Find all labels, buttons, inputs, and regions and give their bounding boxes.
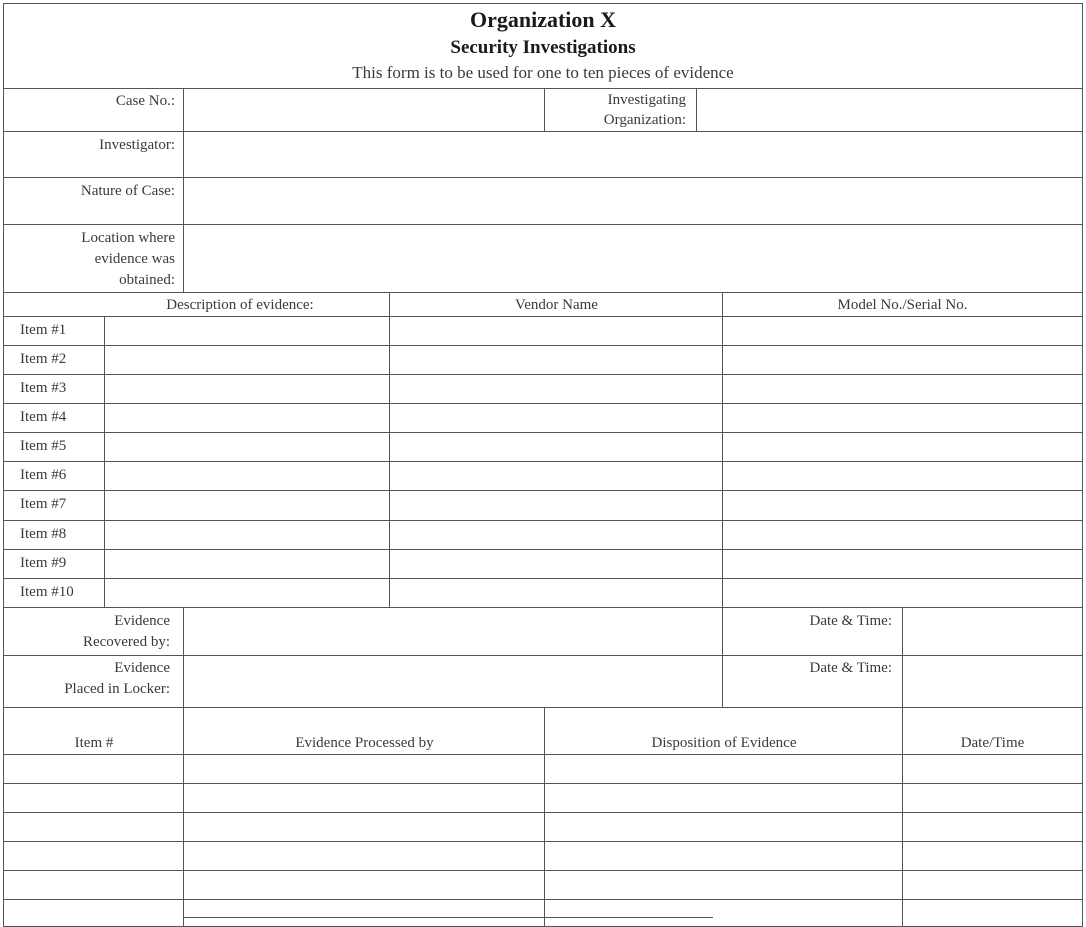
processing-item-field[interactable]	[3, 870, 185, 901]
item-description-field[interactable]	[104, 578, 391, 609]
placed-in-locker-field[interactable]	[183, 655, 724, 709]
item-description-field[interactable]	[104, 520, 391, 551]
item-number-label: Item #8	[20, 526, 67, 542]
item-description-field[interactable]	[104, 374, 391, 405]
recovered-date-field[interactable]	[902, 607, 1083, 657]
processing-item-field[interactable]	[3, 812, 185, 843]
processing-datetime-field[interactable]	[902, 841, 1083, 872]
item-description-field[interactable]	[104, 549, 391, 580]
processed-by-field[interactable]	[183, 812, 546, 843]
organization-name: Organization X	[469, 7, 617, 32]
placed-label-line1: Evidence	[114, 660, 170, 676]
investigator-field[interactable]	[183, 131, 1083, 179]
item-description-field[interactable]	[104, 490, 391, 521]
item-model-serial-field[interactable]	[722, 316, 1083, 347]
location-label-line1: Location where	[81, 230, 175, 246]
item-model-serial-field[interactable]	[722, 461, 1083, 492]
processing-datetime-field[interactable]	[902, 870, 1083, 901]
item-vendor-field[interactable]	[389, 316, 724, 347]
description-column-header: Description of evidence:	[166, 297, 314, 313]
nature-of-case-field[interactable]	[183, 177, 1083, 226]
item-model-serial-field[interactable]	[722, 432, 1083, 463]
item-number-label: Item #2	[20, 351, 67, 367]
processed-by-field[interactable]	[183, 783, 546, 814]
location-label-line2: evidence was	[94, 251, 175, 267]
investigator-label: Investigator:	[99, 137, 175, 153]
investigating-org-field[interactable]	[696, 88, 1083, 133]
disposition-field[interactable]	[544, 841, 904, 872]
item-model-serial-field[interactable]	[722, 345, 1083, 376]
case-no-label: Case No.:	[115, 93, 175, 109]
item-model-serial-field[interactable]	[722, 403, 1083, 434]
item-description-field[interactable]	[104, 345, 391, 376]
item-vendor-field[interactable]	[389, 432, 724, 463]
processing-datetime-field[interactable]	[902, 899, 1083, 927]
processed-by-field[interactable]	[183, 841, 546, 872]
item-number-label: Item #9	[20, 555, 67, 571]
item-vendor-field[interactable]	[389, 461, 724, 492]
recovered-label-line2: Recovered by:	[82, 634, 170, 650]
processed-by-field[interactable]	[183, 754, 546, 785]
item-vendor-field[interactable]	[389, 520, 724, 551]
recovered-label-line1: Evidence	[114, 613, 170, 629]
item-model-serial-field[interactable]	[722, 549, 1083, 580]
disposition-field[interactable]	[544, 812, 904, 843]
item-number-label: Item #3	[20, 380, 67, 396]
vendor-column-header: Vendor Name	[515, 297, 598, 313]
item-number-label: Item #6	[20, 467, 67, 483]
processing-datetime-field[interactable]	[902, 783, 1083, 814]
disposition-column-header: Disposition of Evidence	[651, 735, 797, 751]
item-number-label: Item #4	[20, 409, 67, 425]
location-label-line3: obtained:	[119, 272, 175, 288]
item-description-field[interactable]	[104, 461, 391, 492]
item-description-field[interactable]	[104, 316, 391, 347]
processing-datetime-field[interactable]	[902, 754, 1083, 785]
recovered-by-field[interactable]	[183, 607, 724, 657]
item-number-label: Item #7	[20, 496, 67, 512]
investigating-org-label-line2: Organization:	[603, 112, 686, 128]
nature-of-case-label: Nature of Case:	[80, 183, 175, 199]
processed-by-field[interactable]	[183, 870, 546, 901]
item-vendor-field[interactable]	[389, 403, 724, 434]
processing-item-field[interactable]	[3, 899, 185, 927]
processing-item-field[interactable]	[3, 841, 185, 872]
item-number-label: Item #5	[20, 438, 67, 454]
form-subtitle: This form is to be used for one to ten pieces of evidence	[352, 63, 734, 82]
item-description-field[interactable]	[104, 403, 391, 434]
disposition-field[interactable]	[544, 870, 904, 901]
processing-item-column-header: Item #	[74, 735, 114, 751]
disposition-field[interactable]	[544, 783, 904, 814]
placed-date-label: Date & Time:	[809, 660, 892, 676]
item-model-serial-field[interactable]	[722, 578, 1083, 609]
recovered-date-label: Date & Time:	[809, 613, 892, 629]
department-name: Security Investigations	[450, 37, 636, 58]
item-vendor-field[interactable]	[389, 549, 724, 580]
location-field[interactable]	[183, 224, 1083, 294]
item-vendor-field[interactable]	[389, 374, 724, 405]
item-vendor-field[interactable]	[389, 578, 724, 609]
processed-by-column-header: Evidence Processed by	[295, 735, 434, 751]
investigating-org-label-line1: Investigating	[607, 92, 686, 108]
item-model-serial-field[interactable]	[722, 490, 1083, 521]
datetime-column-header: Date/Time	[960, 735, 1025, 751]
placed-date-field[interactable]	[902, 655, 1083, 709]
processing-item-field[interactable]	[3, 783, 185, 814]
disposition-field[interactable]	[544, 899, 904, 927]
item-vendor-field[interactable]	[389, 345, 724, 376]
case-no-field[interactable]	[183, 88, 546, 133]
item-model-serial-field[interactable]	[722, 520, 1083, 551]
item-model-serial-field[interactable]	[722, 374, 1083, 405]
item-vendor-field[interactable]	[389, 490, 724, 521]
model-serial-column-header: Model No./Serial No.	[837, 297, 968, 313]
item-number-label: Item #10	[20, 584, 74, 600]
item-description-field[interactable]	[104, 432, 391, 463]
processing-datetime-field[interactable]	[902, 812, 1083, 843]
item-number-label: Item #1	[20, 322, 67, 338]
bottom-rule	[183, 917, 713, 918]
processing-item-field[interactable]	[3, 754, 185, 785]
placed-label-line2: Placed in Locker:	[64, 681, 170, 697]
processed-by-field[interactable]	[183, 899, 546, 927]
disposition-field[interactable]	[544, 754, 904, 785]
